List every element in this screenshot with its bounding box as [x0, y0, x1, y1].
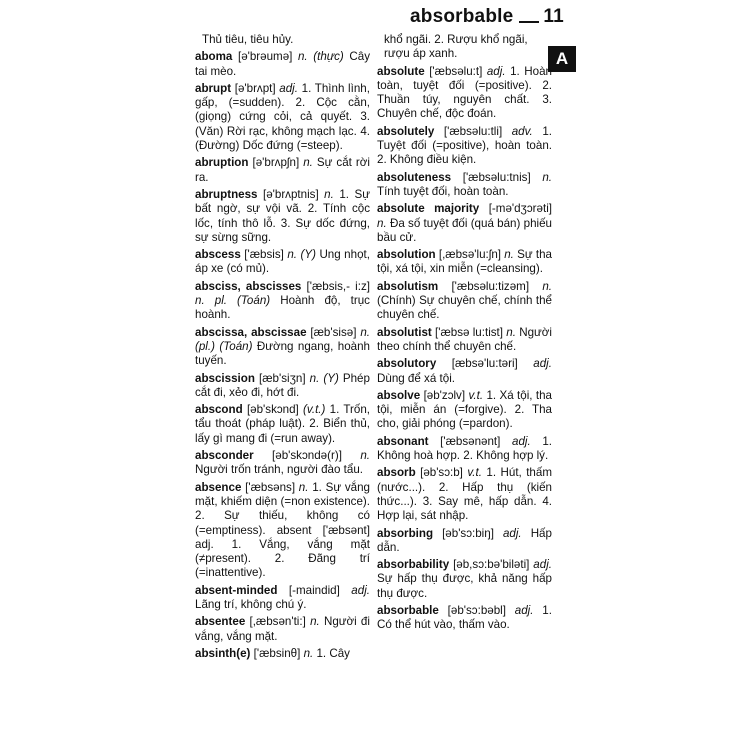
part-of-speech: adj.	[512, 434, 531, 448]
part-of-speech: n.	[360, 449, 370, 463]
definition: Sự cắt rời ra.	[195, 156, 370, 184]
part-of-speech: adj.	[279, 81, 298, 95]
part-of-speech: n.	[542, 170, 552, 184]
dictionary-entry	[377, 280, 552, 323]
definition: Đường ngang, hoành tuyến.	[195, 339, 370, 368]
thumb-index-tab: A	[548, 46, 576, 72]
part-of-speech: adj.	[514, 603, 534, 617]
definition: 1. Hoàn toàn, tuyệt đối (=positive). 2. Thuần túy, nguyên chất. 3. Chuyên chế, độc đoán.	[377, 64, 552, 121]
dictionary-entry	[377, 389, 552, 432]
part-of-speech: n.	[542, 279, 552, 293]
part-of-speech: adj.	[533, 558, 552, 572]
definition: 1. Có thể hút vào, thấm vào.	[377, 603, 552, 632]
definition: Sự hấp thụ được, khả năng hấp thụ được.	[377, 572, 552, 600]
pronunciation: [,æbsə'lu:ʃn]	[438, 248, 501, 262]
dictionary-entry	[195, 50, 370, 79]
right-column	[377, 33, 552, 636]
definition: 1. Sự vắng mặt, khiếm diện (=non existence). 2. Sự thiếu, không có (=emptiness). absent ['æbsənt] adj. 1. Vắng, vắng mặt (≠present). 2. Đãng trí (=inattentive).	[195, 480, 370, 580]
part-of-speech: adv.	[511, 124, 533, 138]
header-guide-word: absorbable	[410, 6, 514, 27]
definition: 1. Sự bất ngờ, sự vội vã. 2. Tính cộc lốc, tính thô lỗ. 3. Sự dốc đứng, sự sừng sững.	[195, 187, 370, 244]
pronunciation: ['æbsis]	[244, 248, 284, 262]
definition: Phép cắt đi, xẻo đi, hớt đi.	[195, 371, 370, 399]
headword: absorbable	[377, 603, 439, 617]
pronunciation: ['æbsinθ]	[253, 646, 301, 660]
dictionary-entry	[195, 82, 370, 153]
pronunciation: [əb'sɔ:bəbl]	[447, 603, 506, 617]
pronunciation: [əb'sɔ:biŋ]	[442, 526, 494, 540]
pronunciation: ['æbsəlu:tli]	[443, 124, 503, 138]
pronunciation: [ə'brʌptnis]	[262, 187, 319, 201]
dictionary-entry	[377, 326, 552, 355]
dictionary-entry	[377, 527, 552, 556]
page-header	[410, 6, 564, 28]
definition: 1. Không hoà hợp. 2. Không hợp lý.	[377, 434, 552, 463]
part-of-speech: adj.	[502, 526, 522, 540]
headword: abscission	[195, 371, 255, 385]
pronunciation: [əb'zɔlv]	[423, 388, 466, 402]
headword: abscissa, abscissae	[195, 325, 307, 339]
part-of-speech: n. pl. (Toán)	[195, 294, 271, 308]
headword: absolute	[377, 64, 425, 78]
dictionary-entry	[195, 248, 370, 277]
headword: abrupt	[195, 81, 232, 95]
headword: abruption	[195, 156, 249, 170]
dictionary-entry	[195, 188, 370, 245]
dictionary-entry	[195, 449, 370, 478]
pronunciation: ['æbsəlu:t]	[429, 64, 483, 78]
part-of-speech: adj.	[533, 357, 552, 371]
headword: absolution	[377, 248, 436, 262]
column-lead-text: khổ ngãi. 2. Rượu khổ ngãi, rượu áp xanh.	[384, 33, 528, 61]
part-of-speech: n.	[298, 480, 309, 494]
pronunciation: [əb'skɔndə(r)]	[272, 449, 342, 463]
dictionary-entry	[377, 435, 552, 464]
dictionary-entry	[195, 615, 370, 644]
headword: absolutory	[377, 357, 437, 371]
definition: Hoành độ, trục hoành.	[195, 294, 370, 322]
pronunciation: ['æbsəns]	[245, 480, 296, 494]
pronunciation: [-maindid]	[288, 583, 340, 597]
definition: Sự tha tội, xá tội, xin miễn (=cleansing).	[377, 248, 552, 276]
dictionary-entry	[377, 65, 552, 122]
pronunciation: [əb'skɔnd]	[246, 403, 299, 417]
dictionary-entry	[377, 604, 552, 633]
definition: Người trốn tránh, người đào tẩu.	[195, 463, 364, 477]
header-rule	[519, 21, 539, 23]
definition: 1. Trốn, tẩu thoát (pháp luật). 2. Biển thủ, lấy gì mang đi (=run away).	[195, 403, 370, 445]
headword: absent-minded	[195, 583, 278, 597]
part-of-speech: adj.	[351, 583, 370, 597]
column-lead-text: Thủ tiêu, tiêu hủy.	[202, 33, 294, 46]
dictionary-entry	[377, 125, 552, 168]
headword: absolve	[377, 388, 421, 402]
pronunciation: [ə'brəumə]	[237, 50, 293, 64]
headword: abscess	[195, 248, 241, 262]
pronunciation: ['æbsə lu:tist]	[435, 325, 504, 339]
definition: (Chính) Sự chuyên chế, chính thể chuyên chế.	[377, 294, 552, 322]
part-of-speech: adj.	[486, 64, 506, 78]
dictionary-entry	[195, 372, 370, 401]
dictionary-entry	[377, 558, 552, 601]
headword: absoluteness	[377, 170, 452, 184]
pronunciation: [əb'sɔ:b]	[420, 466, 463, 480]
definition: 1. Hút, thấm (nước...). 2. Hấp thụ (kiến thức...). 3. Say mê, hấp dẫn. 4. Hợp lại, sát nhập.	[377, 466, 552, 523]
dictionary-entry	[195, 403, 370, 446]
definition: Cây tai mèo.	[195, 50, 370, 78]
headword: aboma	[195, 50, 233, 64]
pronunciation: ['æbsəlu:tnis]	[462, 170, 531, 184]
part-of-speech: v.t.	[468, 388, 484, 402]
dictionary-entry	[195, 584, 370, 613]
definition: Lãng trí, không chú ý.	[195, 597, 307, 611]
headword: absciss, abscisses	[195, 279, 302, 293]
pronunciation: [æb'siʒn]	[259, 371, 306, 385]
dictionary-entry	[377, 171, 552, 200]
headword: absorbability	[377, 558, 450, 572]
headword: absorbing	[377, 526, 434, 540]
part-of-speech: n.	[504, 248, 514, 262]
headword: absolutism	[377, 279, 439, 293]
part-of-speech: (v.t.)	[303, 403, 326, 417]
dictionary-entry	[195, 647, 370, 661]
headword: absonant	[377, 434, 429, 448]
dictionary-entry	[195, 156, 370, 185]
page-number: 11	[543, 6, 564, 27]
dictionary-entry	[195, 326, 370, 369]
part-of-speech: v.t.	[467, 466, 482, 480]
dictionary-entry	[195, 481, 370, 581]
pronunciation: [-mə'dʒɔrəti]	[488, 202, 552, 216]
dictionary-entry	[377, 202, 552, 245]
pronunciation: [æb'sisə]	[310, 325, 357, 339]
left-column	[195, 33, 370, 664]
headword: abscond	[195, 403, 243, 417]
part-of-speech: n.	[377, 216, 387, 230]
dictionary-entry	[377, 248, 552, 277]
headword: absence	[195, 480, 242, 494]
headword: absconder	[195, 449, 254, 463]
definition: Ung nhọt, áp xe (có mủ).	[195, 248, 370, 276]
headword: absinth(e)	[195, 646, 251, 660]
part-of-speech: n.	[303, 646, 314, 660]
part-of-speech: n. (Y)	[287, 248, 316, 262]
headword: absorb	[377, 466, 416, 480]
definition: 1. Tuyệt đối (=positive), hoàn toàn. 2. Không điều kiện.	[377, 124, 552, 167]
pronunciation: [,æbsən'ti:]	[249, 615, 306, 629]
definition: 1. Thình lình, gấp, (=sudden). 2. Cộc cằn, (giọng) cứng cỏi, cả quyết. 3. (Văn) Rời rạc, không mạch lạc. 4. (Đường) Dốc đứng (=steep).	[195, 81, 370, 153]
definition: Hấp dẫn.	[377, 526, 552, 554]
part-of-speech: n. (thực)	[297, 50, 344, 64]
definition: Dùng để xá tội.	[377, 371, 455, 385]
pronunciation: ['æbsənənt]	[440, 434, 501, 448]
headword: absentee	[195, 615, 246, 629]
dictionary-entry	[377, 466, 552, 523]
part-of-speech: n. (pl.) (Toán)	[195, 325, 370, 353]
part-of-speech: n.	[506, 325, 516, 339]
definition: 1. Cây	[316, 646, 350, 660]
definition: Người đi vắng, vắng mặt.	[195, 615, 370, 643]
pronunciation: [ə'brʌpʃn]	[252, 156, 300, 170]
headword: absolutely	[377, 124, 435, 138]
headword: absolutist	[377, 325, 432, 339]
pronunciation: [ə'brʌpt]	[234, 81, 276, 95]
headword: absolute majority	[377, 202, 480, 216]
definition: 1. Xá tội, tha tội, miễn án (=forgive). 2. Tha cho, giải phóng (=pardon).	[377, 388, 552, 431]
pronunciation: [æbsə'lu:təri]	[451, 357, 518, 371]
part-of-speech: n.	[310, 615, 320, 629]
dictionary-entry	[377, 357, 552, 386]
definition: Tính tuyệt đối, hoàn toàn.	[377, 184, 509, 198]
definition: Người theo chính thể chuyên chế.	[377, 325, 552, 353]
part-of-speech: n. (Y)	[309, 371, 339, 385]
part-of-speech: n.	[324, 187, 334, 201]
definition: Đa số tuyệt đối (quá bán) phiếu bầu cử.	[377, 216, 552, 244]
part-of-speech: n.	[303, 156, 313, 170]
pronunciation: [əb,sɔ:bə'biləti]	[453, 558, 530, 572]
pronunciation: ['æbsəlu:tizəm]	[451, 279, 530, 293]
dictionary-entry	[195, 280, 370, 323]
headword: abruptness	[195, 187, 258, 201]
pronunciation: ['æbsis,- i:z]	[306, 279, 370, 293]
